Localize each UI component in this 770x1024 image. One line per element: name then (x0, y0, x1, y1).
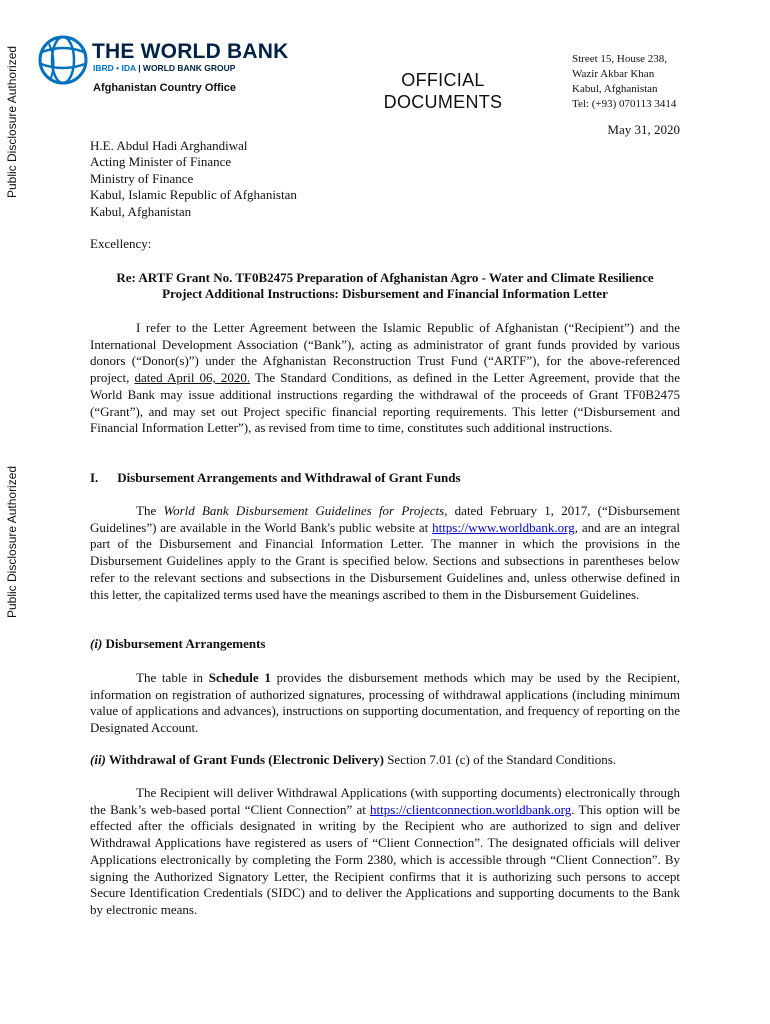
stamp-line-1: OFFICIAL (401, 70, 485, 90)
office-address (572, 52, 676, 112)
address-line: Wazir Akbar Khan (572, 68, 655, 80)
official-documents-stamp (382, 69, 504, 113)
p4-text-b: . This option will be effected after the officials designated in writing by the Recipient who are authorized to sign and deliver Withdrawal Applications have registered as users of “Client Connection”. The designated officials will deliver Applications electronically by completing the Form 2380, which is accessible through “Client Connection”. By signing the Authorized Signatory Letter, the Recipient confirms that it is authorizing such persons to accept Secure Identification Credentials (SIDC) and to deliver the Applications and supporting documents to the Bank by electronic means. (90, 801, 680, 917)
p1-text-b: The Standard Conditions, as defined in the Letter Agreement, provide that the World Bank may issue additional instructions regarding the withdrawal of the proceeds of Grant TF0B2475 (“Grant”), and may set out Project specific financial reporting requirements. This letter (“Disbursement and Financial Information Letter”), as revised from time to time, constitutes such additional instructions. (90, 370, 680, 436)
section-1-number: I. (90, 470, 99, 485)
world-bank-globe-logo-icon (37, 34, 89, 86)
subsection-ii-rest: Section 7.01 (c) of the Standard Conditions. (383, 752, 617, 767)
intro-paragraph (90, 320, 680, 437)
p3-schedule-ref: Schedule 1 (208, 670, 271, 685)
p1-date: dated April 06, 2020. (134, 370, 251, 386)
client-connection-link[interactable]: https://clientconnection.worldbank.org (370, 801, 572, 817)
withdrawal-paragraph (90, 785, 680, 919)
recipient-block (90, 138, 297, 220)
brand-subtitle (93, 63, 235, 73)
letter-date: May 31, 2020 (607, 122, 680, 137)
worldbank-link[interactable]: https://www.worldbank.org (432, 519, 575, 535)
p2-italic-title: World Bank Disbursement Guidelines for Projects (163, 503, 445, 518)
salutation: Excellency: (90, 236, 152, 251)
address-line: Kabul, Afghanistan (572, 83, 658, 95)
brand-name: THE WORLD BANK (92, 40, 289, 63)
subsection-ii-title: Withdrawal of Grant Funds (Electronic Delivery) (105, 752, 384, 767)
disclosure-label-top: Public Disclosure Authorized (5, 45, 19, 198)
p2-text-a: The (136, 503, 164, 518)
subject-line-1: Re: ARTF Grant No. TF0B2475 Preparation of Afghanistan Agro - Water and Climate Resilience (116, 270, 654, 285)
subsection-ii-heading (90, 752, 616, 768)
address-line: Street 15, House 238, (572, 53, 668, 65)
recipient-line: Kabul, Afghanistan (90, 203, 192, 219)
subsection-ii-number: (ii) (90, 752, 106, 767)
section-1-heading (90, 470, 461, 486)
p3-text-a: The table in (136, 670, 209, 685)
recipient-line: Ministry of Finance (90, 170, 194, 186)
p3-text-b: provides the disbursement methods which may be used by the Recipient, information on registration of authorized signatures, processing of withdrawal applications (including minimum value of applications and advances), instructions on supporting documentation, and frequency of reporting on the Designated Account. (90, 670, 681, 736)
p2-text-b: , dated February 1, 2017, (“Disbursement Guidelines”) are available in the World Bank's public website at (90, 503, 680, 535)
recipient-line: Acting Minister of Finance (90, 154, 232, 170)
disbursement-paragraph (90, 670, 680, 737)
recipient-line: H.E. Abdul Hadi Arghandiwal (90, 138, 248, 153)
subsection-i-title: Disbursement Arrangements (102, 636, 266, 651)
disclosure-label-middle: Public Disclosure Authorized (5, 465, 19, 618)
section-1-title: Disbursement Arrangements and Withdrawal of Grant Funds (117, 470, 461, 485)
brand-sub-group: | WORLD BANK GROUP (138, 63, 236, 73)
recipient-line: Kabul, Islamic Republic of Afghanistan (90, 187, 297, 203)
address-line: Tel: (+93) 070113 3414 (572, 98, 677, 110)
office-name: Afghanistan Country Office (93, 82, 237, 94)
stamp-line-2: DOCUMENTS (383, 92, 503, 112)
subsection-i-heading (90, 636, 266, 652)
guidelines-paragraph (90, 503, 680, 603)
p2-text-c: , and are an integral part of the Disbursement and Financial Information Letter. The manner in which the provisions in the Disbursement Guidelines apply to the Grant is specified below. Sections and subsections in parentheses below refer to the relevant sections and subsections in the Disbursement Guidelines and, unless otherwise defined in this letter, the capitalized terms used have the meanings ascribed to them in the Disbursement Guidelines. (90, 519, 680, 602)
p1-text-a: I refer to the Letter Agreement between the Islamic Republic of Afghanistan (“Recipient”) and the International Development Association (“Bank”), acting as administrator of grant funds provided by various donors (“Donor(s)”) under the Afghanistan Reconstruction Trust Fund (“ARTF”), for the above-referenced project, (90, 320, 680, 386)
subsection-i-number: (i) (90, 636, 103, 651)
subject-line-2: Project Additional Instructions: Disbursement and Financial Information Letter (162, 286, 608, 302)
subject-heading (90, 270, 680, 303)
brand-sub-ibrd: IBRD • IDA (93, 63, 136, 73)
p4-text-a: The Recipient will deliver Withdrawal Applications (with supporting documents) electronically through the Bank’s web-based portal “Client Connection” at (90, 785, 680, 817)
